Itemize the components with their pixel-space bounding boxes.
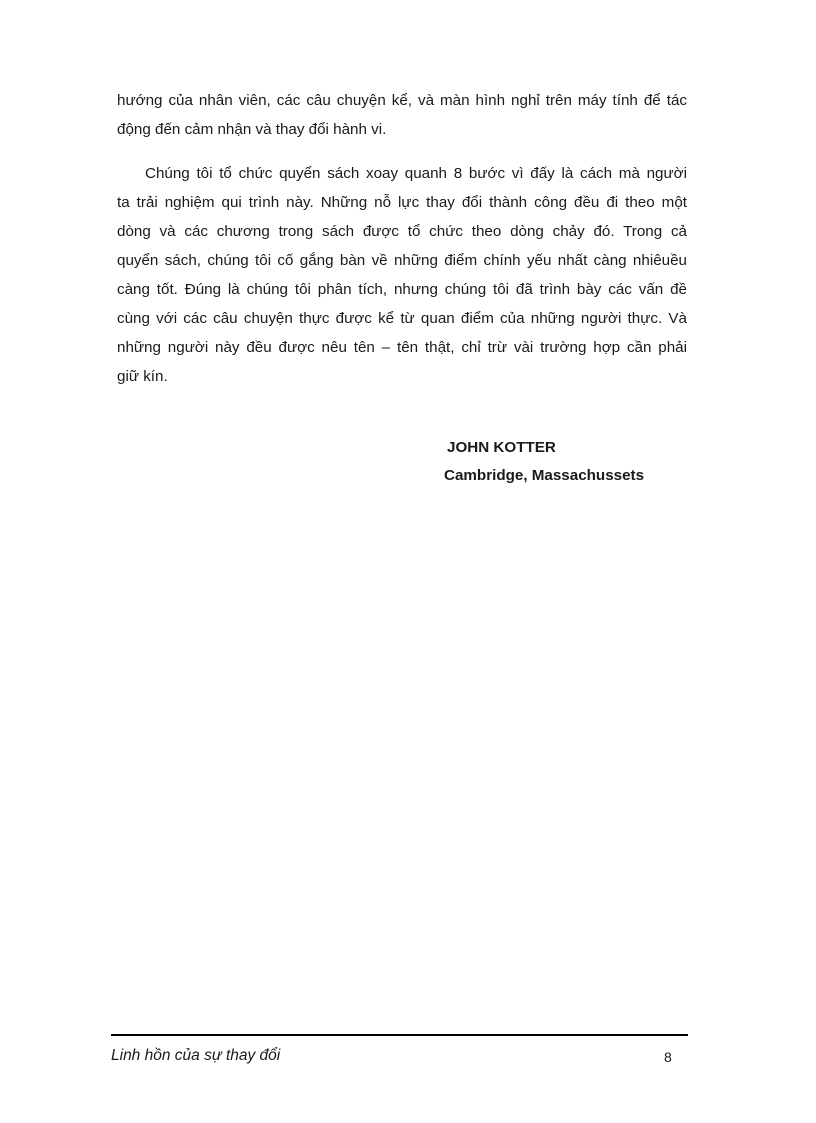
paragraph-2-line-1: Chúng tôi tổ chức quyển sách xoay quanh 8 bước vì đấy là cách mà người — [145, 165, 687, 182]
paragraph-2-line-8: giữ kín. — [117, 368, 168, 385]
author-name: JOHN KOTTER — [447, 439, 556, 456]
paragraph-2-line-4: quyển sách, chúng tôi cố gắng bàn về những điểm chính yếu nhất càng nhiêuều — [117, 252, 687, 269]
footer-divider — [111, 1034, 688, 1036]
footer-book-title: Linh hồn của sự thay đổi — [111, 1047, 281, 1064]
author-location: Cambridge, Massachussets — [444, 467, 645, 484]
page-number: 8 — [664, 1049, 672, 1065]
paragraph-2-line-3: dòng và các chương trong sách được tổ chức theo dòng chảy đó. Trong cả — [117, 223, 687, 240]
paragraph-2-line-5: càng tốt. Đúng là chúng tôi phân tích, nhưng chúng tôi đã trình bày các vấn đề — [117, 281, 687, 298]
paragraph-2-line-6: cùng với các câu chuyện thực được kể từ quan điểm của những người thực. Và — [117, 310, 687, 327]
paragraph-2-line-7: những người này đều được nêu tên – tên thật, chỉ trừ vài trường hợp cần phải — [117, 339, 687, 356]
paragraph-1-line-2: động đến cảm nhận và thay đổi hành vi. — [117, 121, 387, 138]
paragraph-1-line-1: hướng của nhân viên, các câu chuyện kể, và màn hình nghỉ trên máy tính để tác — [117, 92, 687, 109]
paragraph-2-line-2: ta trải nghiệm qui trình này. Những nỗ lực thay đổi thành công đều đi theo một — [117, 194, 687, 211]
